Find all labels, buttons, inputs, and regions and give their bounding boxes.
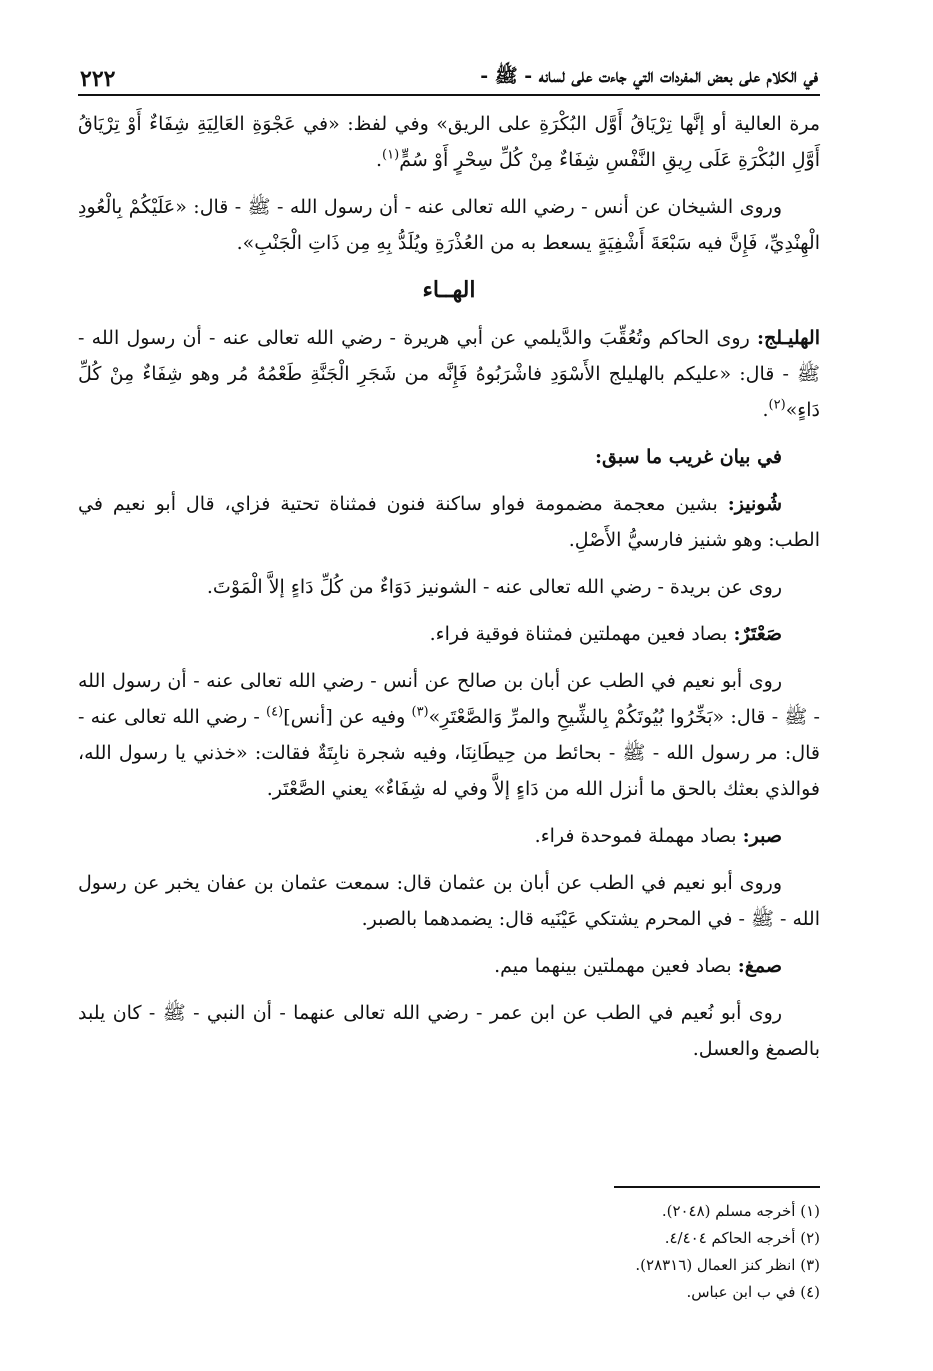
term-saatar: صَعْتَرٌ:: [733, 623, 782, 645]
term-samgh: صمغ:: [737, 955, 782, 977]
paragraph-text: روى أبو نعيم في الطب عن أبان بن صالح عن أنس - رضي الله تعالى عنه - أن رسول الله - ﷺ - قال: «بَخِّرُوا بُيُوتَكُمْ بِالشِّيحِ والمرِّ وَالصَّعْتَرِ»: [78, 670, 820, 728]
footnote-divider: [614, 1186, 820, 1188]
paragraph-text: بصاد مهملة فموحدة فراء.: [534, 825, 743, 847]
footnote-1: (١) أخرجه مسلم (٢٠٤٨).: [661, 1202, 820, 1220]
paragraph-text: وروى أبو نعيم في الطب عن أبان بن عثمان قال: سمعت عثمان بن عفان يخبر عن رسول الله - ﷺ - في المحرم يشتكي عَيْنَيه قال: يضمدهما بالصبر.: [78, 872, 820, 930]
paragraph-sabr: [78, 818, 820, 854]
term-sabr: صبر:: [742, 825, 782, 847]
paragraph-text: بصاد فعين مهملتين فمثناة فوقية فراء.: [429, 623, 734, 645]
footnote-ref-1[interactable]: (١): [382, 147, 400, 163]
paragraph-text: روى الحاكم وتُعُقِّبَ والدَّيلمي عن أبي هريرة - رضي الله تعالى عنه - أن رسول الله - ﷺ - قال: «عليكم بالهليلج الأَسْوَدِ فاشْرَبُوهُ فَإِنَّه من شَجَرِ الْجَنَّةِ طَعْمُهُ مُر وهو شِفَاءٌ مِنْ كُلِّ دَاءٍ»: [78, 327, 820, 421]
subheading-gharib: في بيان غريب ما سبق:: [595, 446, 782, 468]
paragraph-text: بصاد فعين مهملتين بينهما ميم.: [494, 955, 738, 977]
footnote-ref-2[interactable]: (٢): [768, 397, 786, 413]
paragraph-text: وروى الشيخان عن أنس - رضي الله تعالى عنه - أن رسول الله - ﷺ - قال: «عَلَيْكُمْ بِالْعُودِ الْهِنْدِيِّ، فَإِنَّ فيه سَبْعَةَ أَشْفِيَةٍ يسعط به من العُذْرَةِ ويُلَدُّ بِهِ مِن ذَاتِ الْجَنْبِ».: [78, 196, 820, 254]
paragraph-shuniz: [78, 486, 820, 558]
running-header: [78, 50, 820, 96]
footnote-3: (٣) انظر كنز العمال (٢٨٣١٦).: [635, 1256, 820, 1274]
term-halilaj: الهليـلج:: [757, 327, 820, 349]
paragraph-text: روى عن بريدة - رضي الله تعالى عنه - الشونيز دَوَاءٌ من كُلِّ دَاءٍ إلاَّ الْمَوْتَ.: [206, 576, 782, 598]
footnote-2: (٢) أخرجه الحاكم ٤/٤٠٤.: [664, 1229, 820, 1247]
paragraph-end: .: [376, 149, 383, 171]
paragraph-7: [78, 663, 820, 807]
paragraph-text: مرة العالية أو إنَّها تِرْيَاقُ أَوَّل البُكْرَةِ على الريق» وفي لفظ: «في عَجْوَةِ العَالِيَةِ شِفَاءٌ أَوْ تِرْيَاقُ أَوَّلِ البُكْرَةِ عَلَى رِيقِ النَّفْسِ شِفَاءٌ مِنْ كُلِّ سِحْرٍ أَوْ سُمٍّ: [78, 113, 820, 171]
paragraph-saatar: [78, 616, 820, 652]
paragraph-text: روى أبو نُعيم في الطب عن ابن عمر - رضي الله تعالى عنهما - أن النبي - ﷺ - كان يلبد بالصمغ والعسل.: [78, 1002, 820, 1060]
footnote-4: (٤) في ب ابن عباس.: [686, 1283, 820, 1301]
footnote-ref-3[interactable]: (٣): [411, 704, 429, 720]
page-body: [78, 106, 820, 1067]
paragraph-end: .: [762, 399, 769, 421]
paragraph-text: بشين معجمة مضمومة فواو ساكنة فنون فمثناة تحتية فزاي، قال أبو نعيم في الطب: وهو شنيز فارسيُّ الأَصْلِ.: [78, 493, 820, 551]
paragraph-9: [78, 865, 820, 937]
paragraph-5: [78, 569, 820, 605]
paragraph-samgh: [78, 948, 820, 984]
paragraph-text: - رضي الله تعالى عنه - قال: مر رسول الله - ﷺ - بحائط من حِيطَانِنَا، وفيه شجرة نابِتَةٌ فقالت: «خذني يا رسول الله، فوالذي بعثك بالحق ما أنزل الله من دَاءٍ إلاَّ وفي له شِفَاءٌ» يعني الصَّعْتَر.: [78, 706, 820, 800]
term-shuniz: شُونيز:: [727, 493, 782, 515]
paragraph-1: [78, 106, 820, 178]
page: [78, 50, 820, 1078]
paragraph-halilaj: [78, 320, 820, 428]
paragraph-2: [78, 189, 820, 261]
running-title: في الكلام على بعض المفردات التي جاءت على لسانه - ﷺ -: [480, 65, 818, 87]
page-number: ٢٢٢: [80, 66, 116, 92]
paragraph-text: وفيه عن [أنس]: [283, 706, 412, 728]
section-title-haa: الهــاء: [422, 277, 476, 303]
footnotes: [260, 1198, 820, 1306]
footnote-ref-4[interactable]: (٤): [266, 704, 284, 720]
paragraph-11: [78, 995, 820, 1067]
